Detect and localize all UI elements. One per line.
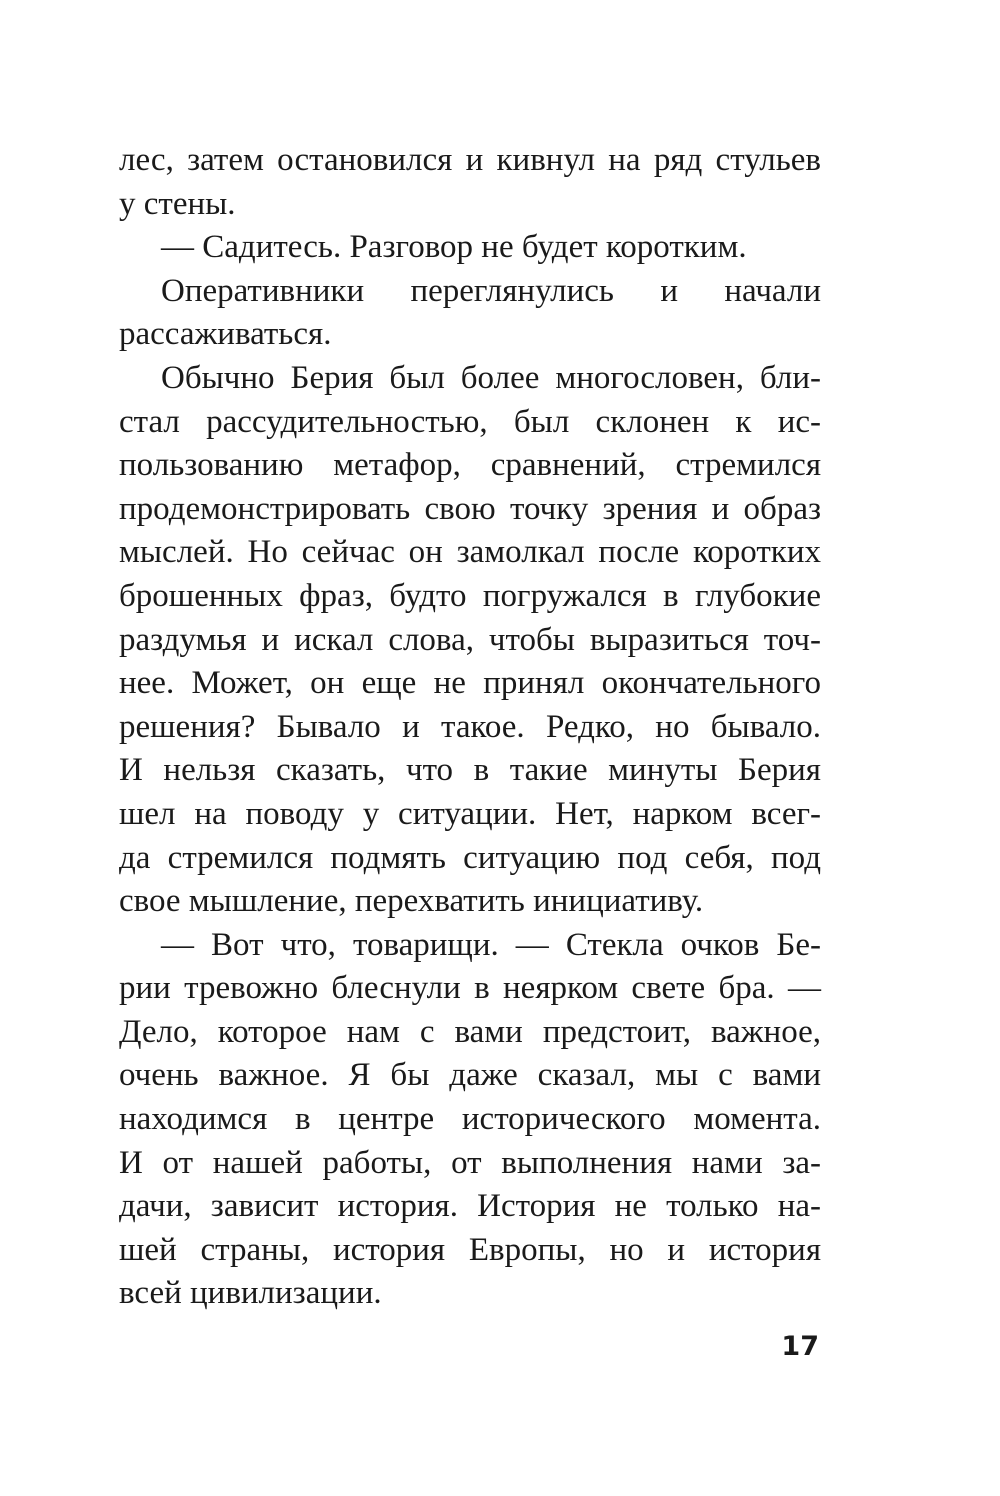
text-line: мыслей. Но сейчас он замолкал после коротких	[119, 534, 821, 571]
text-line: лес, затем остановился и кивнул на ряд стульев	[119, 142, 821, 178]
text-line: — Садитесь. Разговор не будет коротким.	[161, 229, 747, 266]
text-line: рассаживаться.	[119, 316, 332, 353]
text-line: — Вот что, товарищи. — Стекла очков Бе-	[161, 926, 821, 963]
text-line: шел на поводу у ситуации. Нет, нарком всег-	[119, 795, 821, 832]
paragraph	[119, 357, 821, 924]
page-body-text	[119, 139, 821, 1316]
text-line: стал рассудительностью, был склонен к ис-	[119, 403, 821, 440]
paragraph	[119, 924, 821, 1316]
text-line: Обычно Берия был более многословен, бли-	[161, 359, 821, 396]
paragraph	[119, 139, 821, 226]
text-line: И нельзя сказать, что в такие минуты Берия	[119, 752, 821, 789]
text-line: всей цивилизации.	[119, 1275, 382, 1312]
text-line: Оперативники переглянулись и начали	[161, 272, 821, 309]
text-line: И от нашей работы, от выполнения нами за-	[119, 1144, 821, 1181]
text-line: дачи, зависит история. История не только на-	[119, 1188, 821, 1225]
page-number: 17	[781, 1331, 819, 1362]
paragraph	[119, 226, 821, 270]
text-line: нее. Может, он еще не принял окончательного	[119, 665, 821, 702]
text-line: рии тревожно блеснули в неярком свете бра. —	[119, 970, 821, 1007]
text-line: решения? Бывало и такое. Редко, но бывало.	[119, 708, 821, 745]
text-line: свое мышление, перехватить инициативу.	[119, 883, 704, 920]
paragraph	[119, 270, 821, 357]
text-line: брошенных фраз, будто погружался в глубокие	[119, 577, 821, 614]
text-line: продемонстрировать свою точку зрения и образ	[119, 490, 821, 527]
text-line: у стены.	[119, 185, 236, 222]
text-line: очень важное. Я бы даже сказал, мы с вами	[119, 1057, 821, 1094]
text-line: находимся в центре исторического момента.	[119, 1101, 821, 1138]
text-line: да стремился подмять ситуацию под себя, под	[119, 839, 821, 876]
text-line: раздумья и искал слова, чтобы выразиться точ-	[119, 621, 821, 658]
text-line: шей страны, история Европы, но и история	[119, 1231, 821, 1268]
text-line: Дело, которое нам с вами предстоит, важное,	[119, 1013, 821, 1050]
text-line: пользованию метафор, сравнений, стремился	[119, 447, 821, 484]
